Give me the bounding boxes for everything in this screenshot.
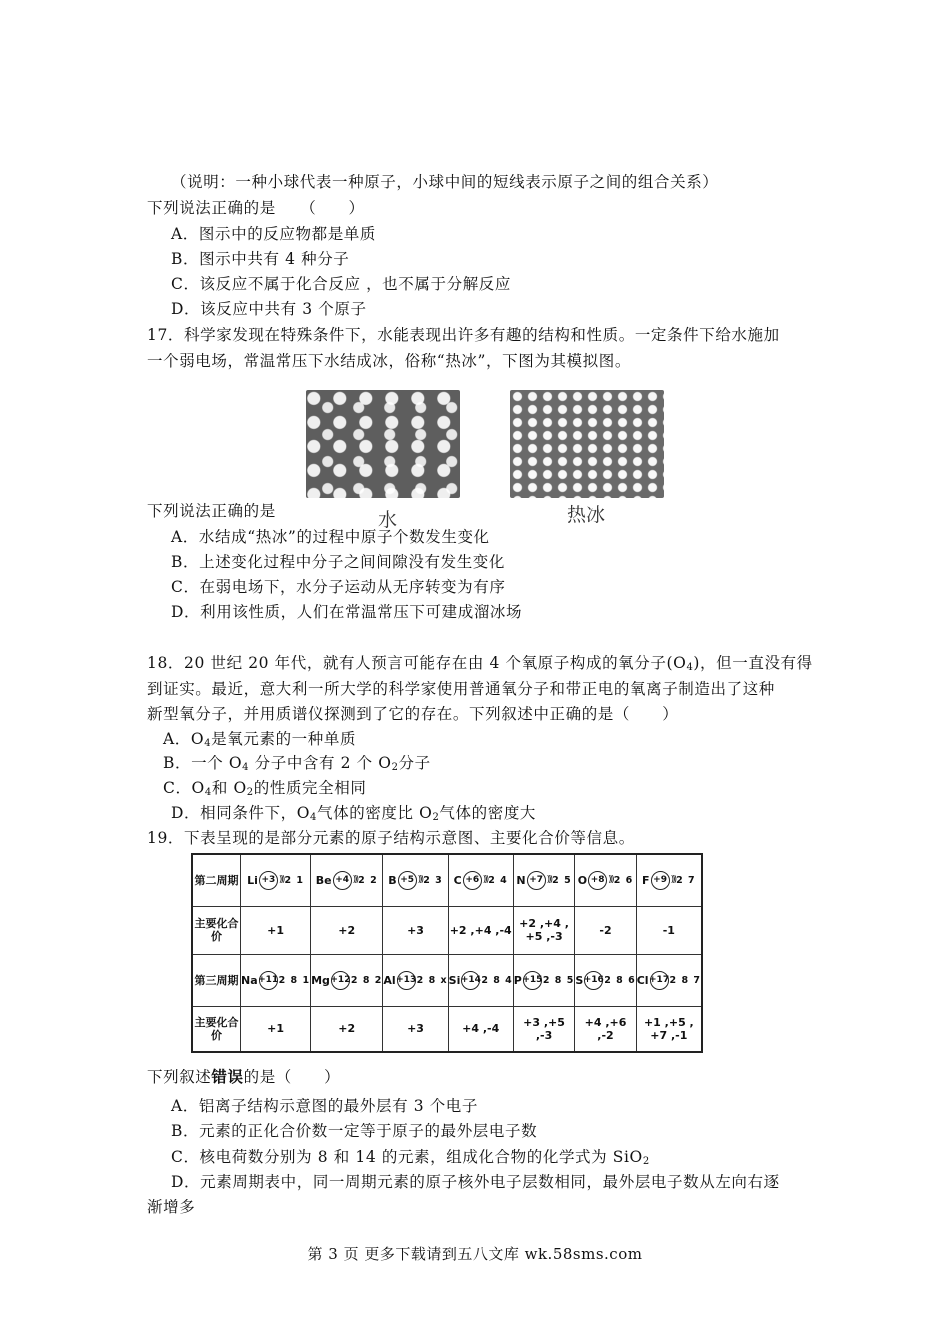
- note-text: （说明：一种小球代表一种原子，小球中间的短线表示原子之间的组合关系）: [171, 173, 719, 191]
- q17-text-line2: 一个弱电场，常温常压下水结成冰，俗称“热冰”，下图为其模拟图。: [147, 352, 631, 370]
- atom-cell: Na +11 2 8 1: [241, 954, 311, 1006]
- atom-cell: B +5 ))) 2 3: [383, 854, 448, 906]
- q19-option-b: B．元素的正化合价数一定等于原子的最外层电子数: [171, 1122, 538, 1140]
- q16-stem: 下列说法正确的是 （ ）: [147, 199, 365, 217]
- q17-option-a: A．水结成“热冰”的过程中原子个数发生变化: [171, 528, 490, 546]
- table-row-valence3: [192, 1006, 702, 1052]
- atom-cell: Si +14 2 8 4: [448, 954, 513, 1006]
- q18-text-line1: 18．20 世纪 20 年代，就有人预言可能存在由 4 个氧原子构成的氧分子$(O_4)$，但一直没有得: [147, 654, 813, 673]
- valence-cell: +3: [383, 1006, 448, 1052]
- q19-option-d-line1: D．元素周期表中，同一周期元素的原子核外电子层数相同，最外层电子数从左向右逐: [171, 1173, 780, 1191]
- atom-cell: P +15 2 8 5: [513, 954, 575, 1006]
- valence-cell: +2: [311, 1006, 383, 1052]
- q18-text-line3: 新型氧分子，并用质谱仪探测到了它的存在。下列叙述中正确的是（ ）: [147, 705, 679, 723]
- q16-option-d: D．该反应中共有 3 个原子: [171, 300, 367, 318]
- q18-option-d: D．相同条件下，$O_4$气体的密度比 $O_2$气体的密度大: [171, 804, 537, 823]
- valence-cell: +2 ,+4 , +5 ,-3: [513, 906, 575, 954]
- valence-cell: +3 ,+5 ,-3: [513, 1006, 575, 1052]
- atom-cell: Al +13 2 8 x: [383, 954, 448, 1006]
- table-row-period2: [192, 854, 702, 906]
- q18-option-b: B．一个 $O_4$ 分子中含有 2 个 $O_2$分子: [163, 754, 431, 773]
- element-table: [191, 853, 703, 1053]
- atom-cell: Cl +17 2 8 7: [636, 954, 702, 1006]
- caption-water: 水: [378, 509, 398, 531]
- atom-cell: Mg +12 2 8 2: [311, 954, 383, 1006]
- table-row-valence2: [192, 906, 702, 954]
- caption-hot-ice: 热冰: [567, 504, 606, 526]
- q18-option-c: C．$O_4$和 $O_2$的性质完全相同: [163, 779, 367, 798]
- table-row-period3: [192, 954, 702, 1006]
- valence-cell: +2: [311, 906, 383, 954]
- row-head-period3: 第三周期: [192, 954, 241, 1006]
- valence-cell: +4 ,-4: [448, 1006, 513, 1052]
- q19-text: 19．下表呈现的是部分元素的原子结构示意图、主要化合价等信息。: [147, 829, 635, 847]
- q19-stem: 下列叙述错误的是（ ）: [147, 1067, 341, 1086]
- q19-option-c: C．核电荷数分别为 8 和 14 的元素，组成化合物的化学式为 SiO$_2$: [171, 1148, 650, 1167]
- q19-option-a: A．铝离子结构示意图的最外层有 3 个电子: [171, 1097, 479, 1115]
- row-head-valence2: 主要化合价: [192, 906, 241, 954]
- valence-cell: +4 ,+6 ,-2: [575, 1006, 636, 1052]
- valence-cell: -1: [636, 906, 702, 954]
- valence-cell: +2 ,+4 ,-4: [448, 906, 513, 954]
- q16-option-c: C．该反应不属于化合反应 ，也不属于分解反应: [171, 275, 511, 293]
- valence-cell: +3: [383, 906, 448, 954]
- q16-option-b: B．图示中共有 4 种分子: [171, 250, 350, 268]
- row-head-period2: 第二周期: [192, 854, 241, 906]
- atom-cell: Li +3 ))) 2 1: [241, 854, 311, 906]
- hot-ice-model-figure: [510, 390, 664, 498]
- row-head-valence3: 主要化合价: [192, 1006, 241, 1052]
- valence-cell: -2: [575, 906, 636, 954]
- valence-cell: +1: [241, 906, 311, 954]
- q17-option-b: B．上述变化过程中分子之间间隙没有发生变化: [171, 553, 505, 571]
- water-model-figure: [306, 390, 460, 498]
- q17-stem: 下列说法正确的是: [147, 502, 276, 520]
- q17-option-c: C．在弱电场下，水分子运动从无序转变为有序: [171, 578, 506, 596]
- atom-cell: Be +4 ))) 2 2: [311, 854, 383, 906]
- atom-cell: S +16 2 8 6: [575, 954, 636, 1006]
- q16-option-a: A．图示中的反应物都是单质: [171, 225, 376, 243]
- q18-text-line2: 到证实。最近，意大利一所大学的科学家使用普通氧分子和带正电的氧离子制造出了这种: [147, 680, 775, 698]
- atom-cell: C +6 ))) 2 4: [448, 854, 513, 906]
- atom-cell: O +8 ))) 2 6: [575, 854, 636, 906]
- atom-cell: F +9 ))) 2 7: [636, 854, 702, 906]
- q18-option-a: A．$O_4$是氧元素的一种单质: [163, 730, 357, 749]
- q17-text-line1: 17．科学家发现在特殊条件下，水能表现出许多有趣的结构和性质。一定条件下给水施加: [147, 326, 780, 344]
- q17-option-d: D．利用该性质，人们在常温常压下可建成溜冰场: [171, 603, 523, 621]
- atom-cell: N +7 ))) 2 5: [513, 854, 575, 906]
- valence-cell: +1: [241, 1006, 311, 1052]
- valence-cell: +1 ,+5 , +7 ,-1: [636, 1006, 702, 1052]
- page-footer: 第 3 页 更多下载请到五八文库 wk.58sms.com: [307, 1245, 643, 1263]
- q19-option-d-line2: 渐增多: [147, 1198, 196, 1216]
